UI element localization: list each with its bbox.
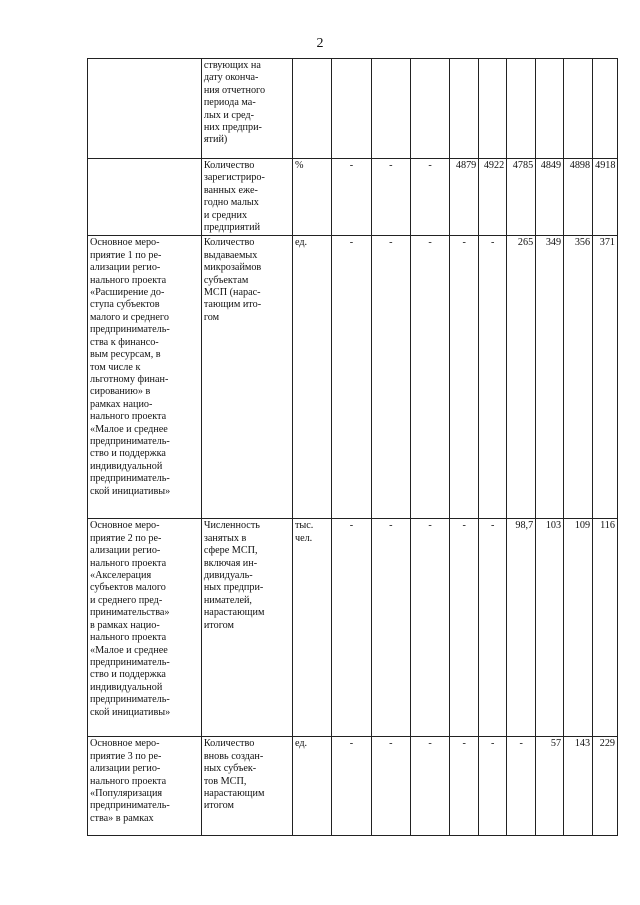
- value-cell: -: [479, 236, 507, 519]
- event-cell: Основное меро- приятие 3 по ре- ализации регио- нального проекта «Популяризация предприниматель- ства» в рамках: [88, 737, 202, 836]
- event-cell: Основное меро- приятие 2 по ре- ализации регио- нального проекта «Акселерация субъектов малого и среднего пред- принимательства» в рамках нацио- нального проекта «Малое и среднее предприниматель- ство и поддержка индивидуальной предприниматель- ской инициативы»: [88, 519, 202, 737]
- value-cell: [332, 59, 371, 159]
- value-cell: -: [450, 236, 479, 519]
- value-cell: -: [332, 159, 371, 236]
- value-cell: -: [410, 737, 449, 836]
- value-cell: -: [450, 519, 479, 737]
- value-cell: 4785: [507, 159, 536, 236]
- indicator-cell: Количество зарегистриро- ванных ежe- годно малых и средних предприятий: [201, 159, 292, 236]
- value-cell: -: [332, 519, 371, 737]
- value-cell: [479, 59, 507, 159]
- unit-cell: тыс. чел.: [292, 519, 331, 737]
- table-row: [88, 159, 618, 236]
- unit-cell: ед.: [292, 737, 331, 836]
- value-cell: -: [371, 236, 410, 519]
- value-cell: [536, 59, 564, 159]
- unit-cell: %: [292, 159, 331, 236]
- indicator-cell: Количество выдаваемых микрозаймов субъектам МСП (нарас- тающим ито- гом: [201, 236, 292, 519]
- indicator-cell: Численность занятых в сфере МСП, включая ин- дивидуаль- ных предпри- нимателей, нарастающим итогом: [201, 519, 292, 737]
- value-cell: 4849: [536, 159, 564, 236]
- value-cell: 98,7: [507, 519, 536, 737]
- indicators-table: [87, 58, 618, 836]
- value-cell: -: [479, 737, 507, 836]
- value-cell: 103: [536, 519, 564, 737]
- value-cell: 356: [564, 236, 593, 519]
- value-cell: 371: [593, 236, 618, 519]
- value-cell: [593, 59, 618, 159]
- table-row: [88, 737, 618, 836]
- value-cell: -: [507, 737, 536, 836]
- value-cell: -: [410, 159, 449, 236]
- value-cell: 143: [564, 737, 593, 836]
- value-cell: 109: [564, 519, 593, 737]
- value-cell: [564, 59, 593, 159]
- event-cell: [88, 59, 202, 159]
- value-cell: 116: [593, 519, 618, 737]
- value-cell: -: [332, 737, 371, 836]
- value-cell: 4879: [450, 159, 479, 236]
- table-row: [88, 59, 618, 159]
- value-cell: 57: [536, 737, 564, 836]
- value-cell: [507, 59, 536, 159]
- value-cell: -: [410, 519, 449, 737]
- page-number: 2: [316, 36, 324, 51]
- value-cell: -: [371, 737, 410, 836]
- value-cell: [410, 59, 449, 159]
- value-cell: -: [371, 519, 410, 737]
- value-cell: 4898: [564, 159, 593, 236]
- value-cell: 349: [536, 236, 564, 519]
- value-cell: -: [371, 159, 410, 236]
- value-cell: 4922: [479, 159, 507, 236]
- value-cell: [371, 59, 410, 159]
- value-cell: -: [332, 236, 371, 519]
- value-cell: 4918: [593, 159, 618, 236]
- value-cell: -: [450, 737, 479, 836]
- table-row: [88, 236, 618, 519]
- value-cell: -: [410, 236, 449, 519]
- table-row: [88, 519, 618, 737]
- value-cell: 229: [593, 737, 618, 836]
- unit-cell: ед.: [292, 236, 331, 519]
- value-cell: -: [479, 519, 507, 737]
- indicator-cell: ствующих на дату оконча- ния отчетного периода ма- лых и сред- них предпри- ятий): [201, 59, 292, 159]
- value-cell: 265: [507, 236, 536, 519]
- event-cell: [88, 159, 202, 236]
- indicator-cell: Количество вновь создан- ных субъек- тов МСП, нарастающим итогом: [201, 737, 292, 836]
- event-cell: Основное меро- приятие 1 по ре- ализации регио- нального проекта «Расширение до- ступа субъектов малого и среднего предприниматель- ства к финансо- вым ресурсам, в том числе к льготному финан- сированию» в рамках нацио- нального проекта «Малое и среднее предприниматель- ство и поддержка индивидуальной предприниматель- ской инициативы»: [88, 236, 202, 519]
- value-cell: [450, 59, 479, 159]
- unit-cell: [292, 59, 331, 159]
